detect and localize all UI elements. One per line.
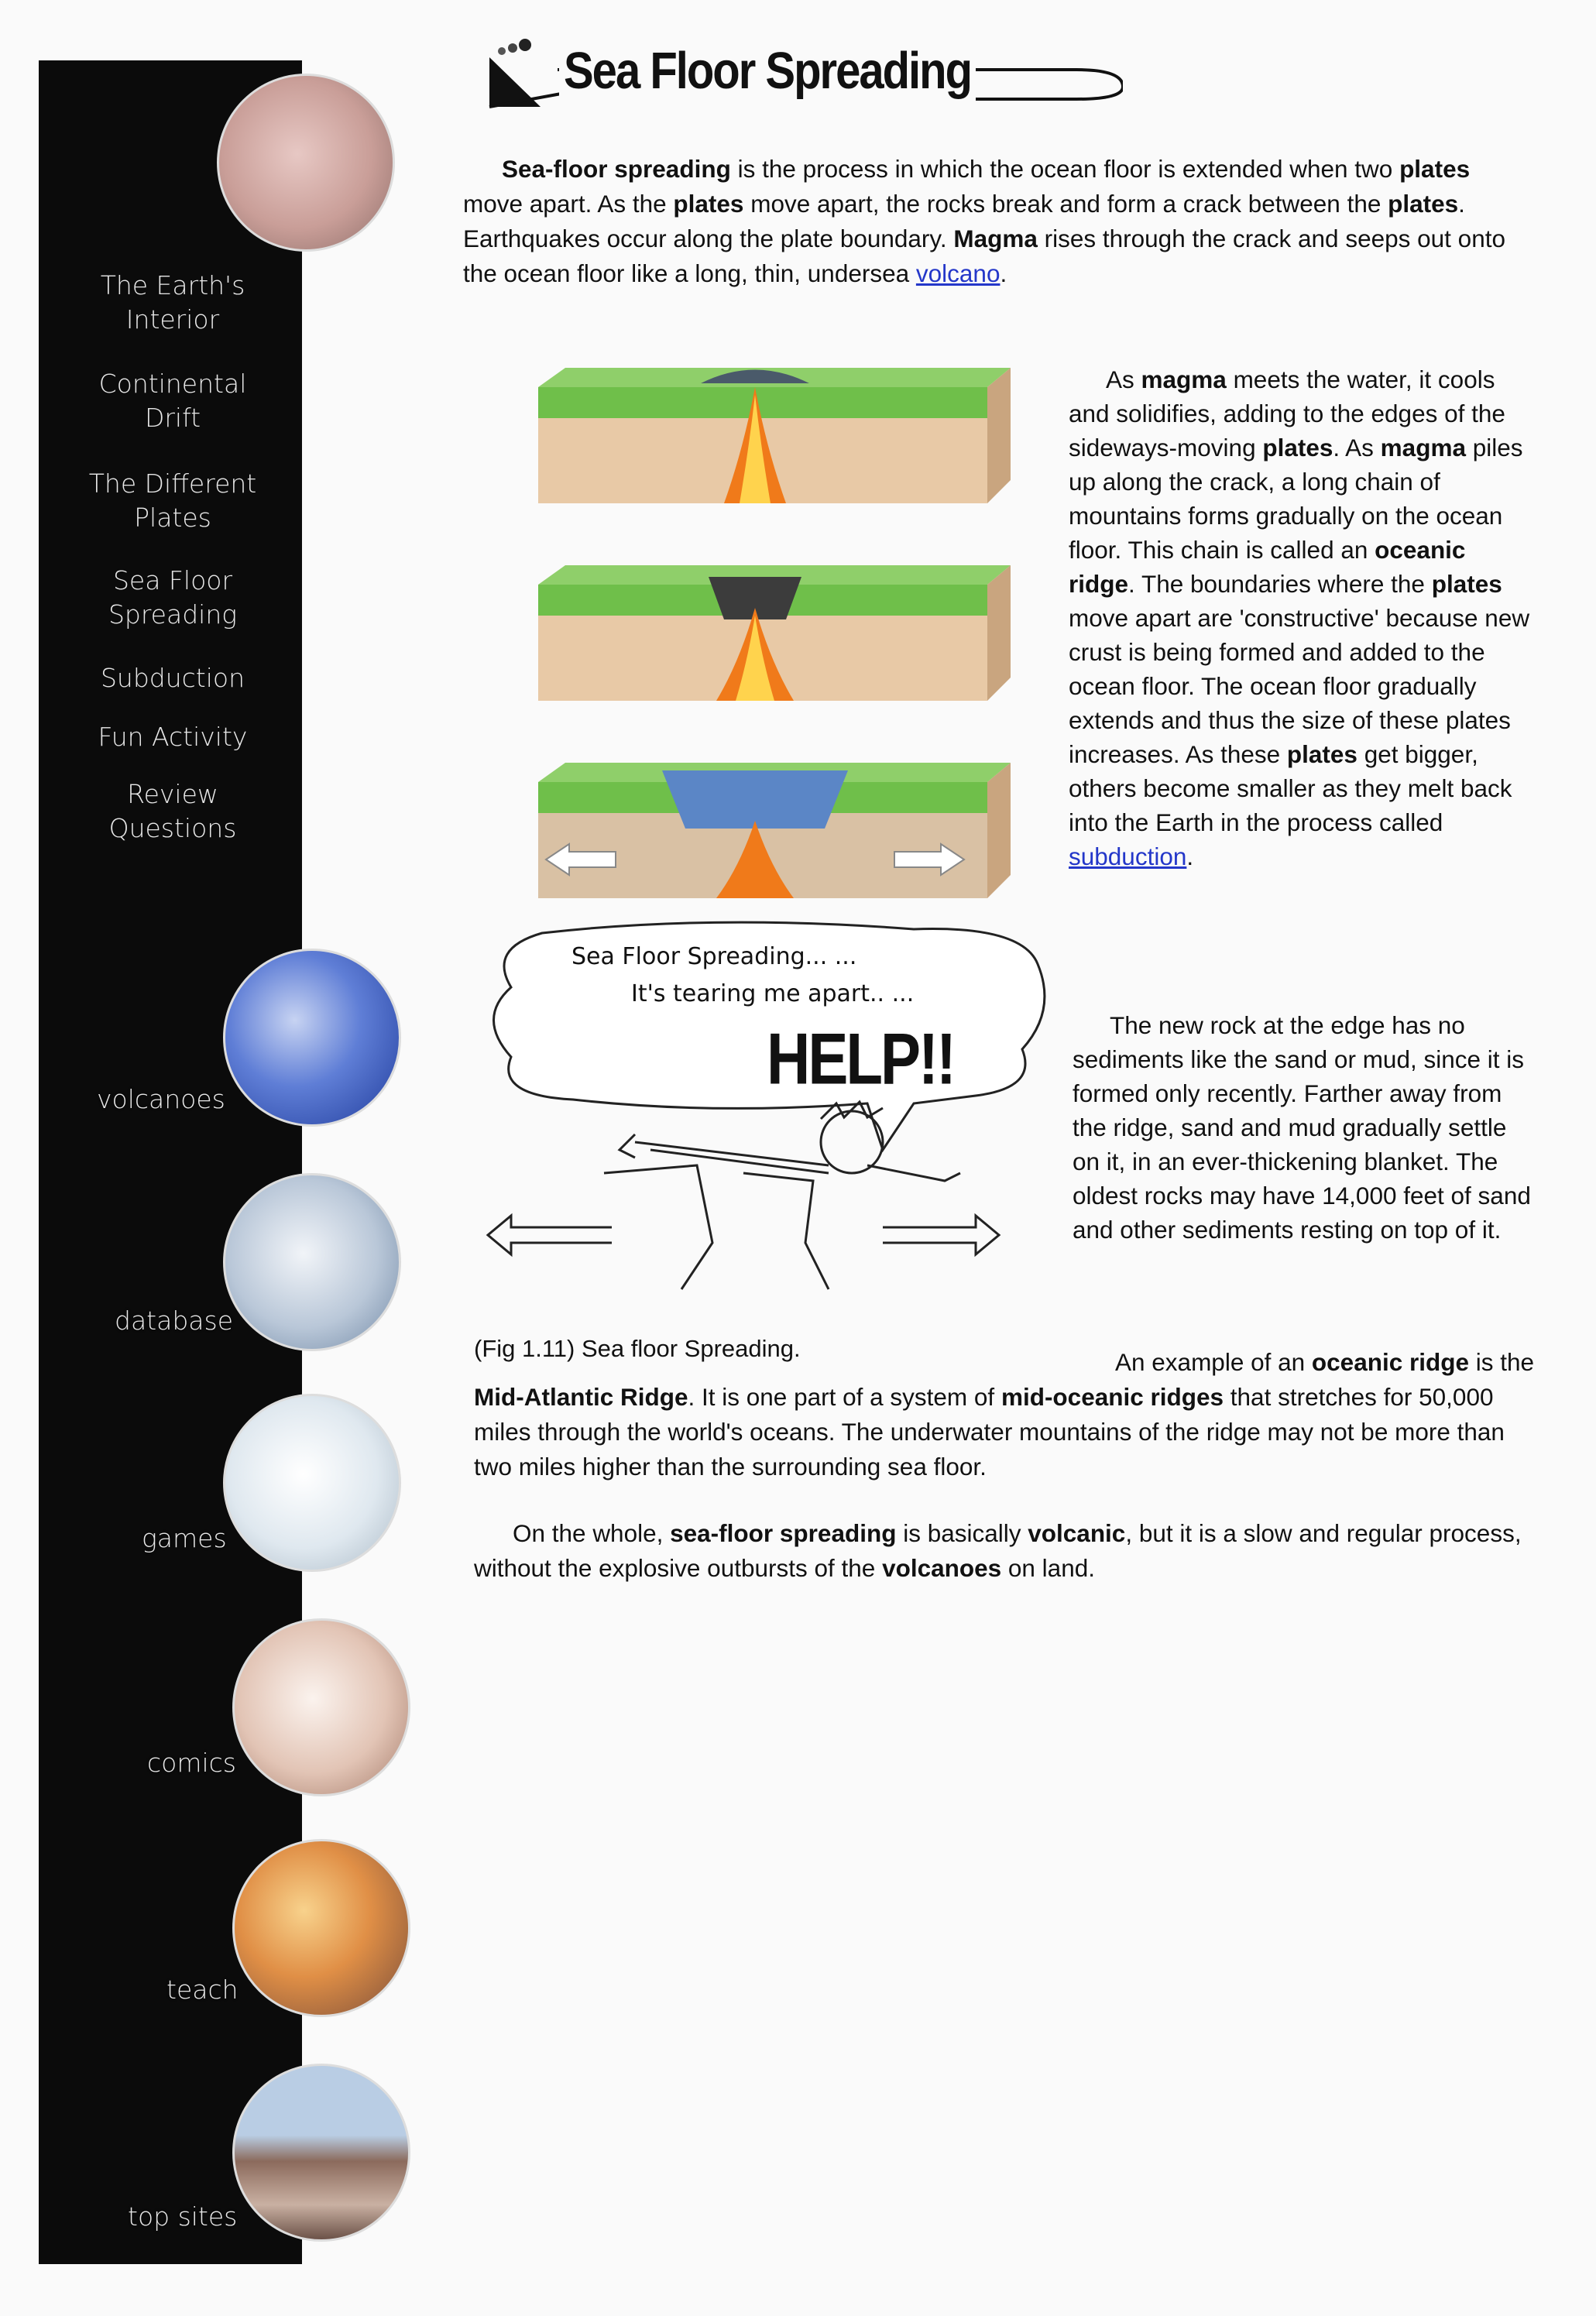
sea-floor-spreading-diagram [523,364,1018,929]
bubble-line-1: Sea Floor Spreading... ... [571,943,857,970]
games-globe-icon[interactable] [223,1394,401,1572]
database-globe-icon[interactable] [223,1173,401,1351]
teach-globe-icon[interactable] [232,1839,410,2017]
help-exclamation: HELP!! [767,1017,954,1100]
new-rock-paragraph: The new rock at the edge has no sediments like the sand or mud, since it is formed only recently. Farther away from the ridge, sand and mud gradually settle on it, in an ever-thickening blanket. The oldest rocks may have 14,000 feet of sand and other sediments resting on top of it. [1073,1011,1531,1244]
cartoon-person-icon [488,1102,999,1289]
teach-link[interactable]: teach [166,1975,239,2005]
diagram-panel-1 [538,368,1011,503]
nav-continental-drift[interactable]: Continental Drift [98,369,247,433]
figure-caption: (Fig 1.11) Sea floor Spreading. [474,1335,801,1362]
title-bar [472,39,1123,116]
nav-sea-floor-spreading[interactable]: Sea Floor Spreading [108,565,238,630]
nav-fun-activity[interactable]: Fun Activity [98,722,248,752]
comics-globe-icon[interactable] [232,1618,410,1796]
nav-review-questions[interactable]: Review Questions [108,779,237,843]
diagram-panel-3 [538,763,1011,898]
comics-link[interactable]: comics [147,1748,236,1778]
database-link[interactable]: database [115,1306,233,1336]
games-link[interactable]: games [142,1523,227,1553]
whole-paragraph: On the whole, sea-floor spreading is basically volcanic, but it is a slow and regular process, without the explosive outbursts of the volcanoes on land. [474,1519,1522,1582]
volcano-link[interactable]: volcano [915,259,1001,287]
magma-paragraph: As magma meets the water, it cools and solidifies, adding to the edges of the sideways-moving plates. As magma piles up along the crack, a long chain of mountains forms gradually on the ocean floor. This chain is called an oceanic ridge. The boundaries where the plates move apart are 'constructive' because new crust is being formed and added to the ocean floor. The ocean floor gradually extends and thus the size of these plates increases. As these plates get bigger, others become smaller as they melt back into the Earth in the process called subduction. [1069,365,1530,870]
page-title: Sea Floor Spreading [559,41,976,101]
volcanoes-globe-icon[interactable] [223,949,401,1127]
bubble-line-2: It's tearing me apart.. ... [631,980,915,1007]
earth-globe-icon [217,74,395,252]
oceanic-ridge-paragraph: An example of an oceanic ridge is the Mid-Atlantic Ridge. It is one part of a system of mid-oceanic ridges that stretches for 50,000 miles through the world's oceans. The underwater mountains of the ridge may not be more than two miles higher than the surrounding sea floor. [474,1348,1535,1481]
top-sites-link[interactable]: top sites [128,2201,238,2232]
comic-illustration [480,918,1069,1305]
nav-different-plates[interactable]: The Different Plates [88,468,257,533]
volcanoes-link[interactable]: volcanoes [97,1084,225,1114]
subduction-link[interactable]: subduction [1069,842,1187,870]
intro-paragraph: Sea-floor spreading is the process in which the ocean floor is extended when two plates move apart. As the plates move apart, the rocks break and form a crack between the plates. Earthquakes occur along the plate boundary. Magma rises through the crack and seeps out onto the ocean floor like a long, thin, undersea volcano. [463,155,1505,287]
diagram-panel-2 [538,565,1011,701]
top-sites-globe-icon[interactable] [232,2064,410,2242]
nav-earths-interior[interactable]: The Earth's Interior [100,270,245,335]
nav-subduction[interactable]: Subduction [100,663,245,693]
